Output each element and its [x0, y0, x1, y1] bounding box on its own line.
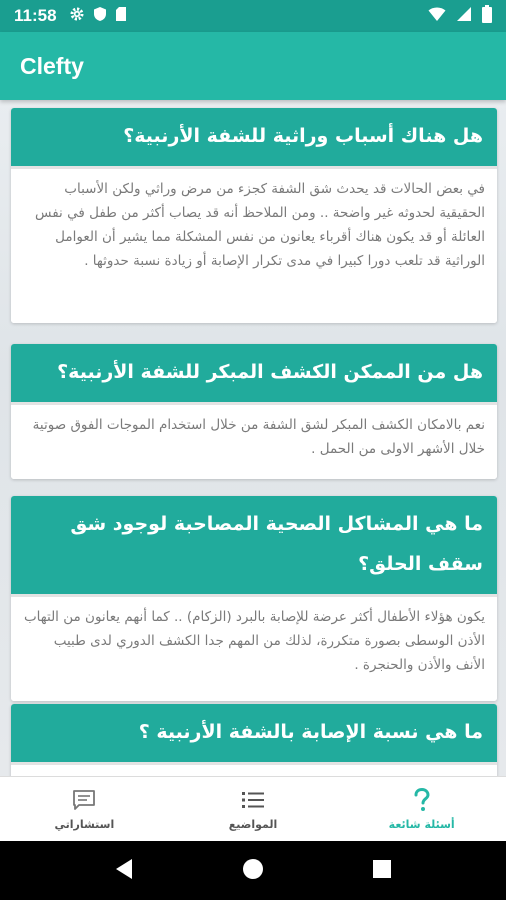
- nav-faq[interactable]: [337, 777, 506, 841]
- nav-consultations[interactable]: [0, 777, 169, 841]
- nav-label: استشاراتي: [54, 817, 115, 831]
- status-bar: [0, 0, 506, 32]
- faq-card[interactable]: [11, 704, 497, 776]
- back-icon[interactable]: [114, 858, 134, 884]
- faq-card[interactable]: [11, 108, 497, 323]
- nav-label: المواضيع: [228, 817, 278, 831]
- faq-question[interactable]: ما هي نسبة الإصابة بالشفة الأرنبية ؟: [11, 704, 497, 765]
- home-icon[interactable]: [242, 858, 264, 884]
- faq-answer: نعم بالامكان الكشف المبكر لشق الشفة من خلال استخدام الموجات الفوق صوتية خلال الأشهر الاولى من الحمل .: [11, 405, 497, 479]
- settings-icon: [69, 6, 85, 26]
- nav-label: أسئلة شائعة: [388, 817, 455, 831]
- recents-icon[interactable]: [372, 859, 392, 883]
- faq-answer: [11, 765, 497, 776]
- faq-question[interactable]: هل هناك أسباب وراثية للشفة الأرنبية؟: [11, 108, 497, 169]
- sd-card-icon: [115, 6, 127, 26]
- faq-question[interactable]: هل من الممكن الكشف المبكر للشفة الأرنبية؟: [11, 344, 497, 405]
- faq-card[interactable]: [11, 496, 497, 701]
- faq-answer: في بعض الحالات قد يحدث شق الشفة كجزء من مرض وراثي ولكن الأسباب الحقيقية لحدوثه غير واضحة .. ومن الملاحظ أنه قد يصاب أكثر من طفل في نفس العائلة أو قد يكون هناك أقرباء يعانون من نفس المشكلة مما يشير أن العوامل الوراثية قد تلعب دورا كبيرا في مدى تكرار الإصابة أو زيادة نسبة حدوثها .: [11, 169, 497, 323]
- app-bar: [0, 32, 506, 100]
- list-icon: [241, 788, 265, 812]
- battery-icon: [482, 5, 492, 27]
- app-title: Clefty: [20, 52, 84, 79]
- faq-list[interactable]: [0, 100, 506, 776]
- shield-icon: [93, 6, 107, 26]
- faq-answer: يكون هؤلاء الأطفال أكثر عرضة للإصابة بالبرد (الزكام) .. كما أنهم يعانون من التهاب الأذن الوسطى بصورة متكررة، لذلك من المهم جدا الكشف الدوري لدى طبيب الأنف والأذن والحنجرة .: [11, 597, 497, 701]
- status-time: 11:58: [14, 6, 57, 25]
- bottom-navigation: [0, 776, 506, 841]
- signal-icon: [456, 6, 472, 26]
- faq-question[interactable]: ما هي المشاكل الصحية المصاحبة لوجود شق سقف الحلق؟: [11, 496, 497, 597]
- faq-card[interactable]: [11, 344, 497, 479]
- chat-icon: [72, 788, 96, 812]
- question-icon: [410, 788, 434, 812]
- nav-topics[interactable]: [169, 777, 338, 841]
- wifi-icon: [428, 6, 446, 26]
- system-navigation-bar: [0, 841, 506, 900]
